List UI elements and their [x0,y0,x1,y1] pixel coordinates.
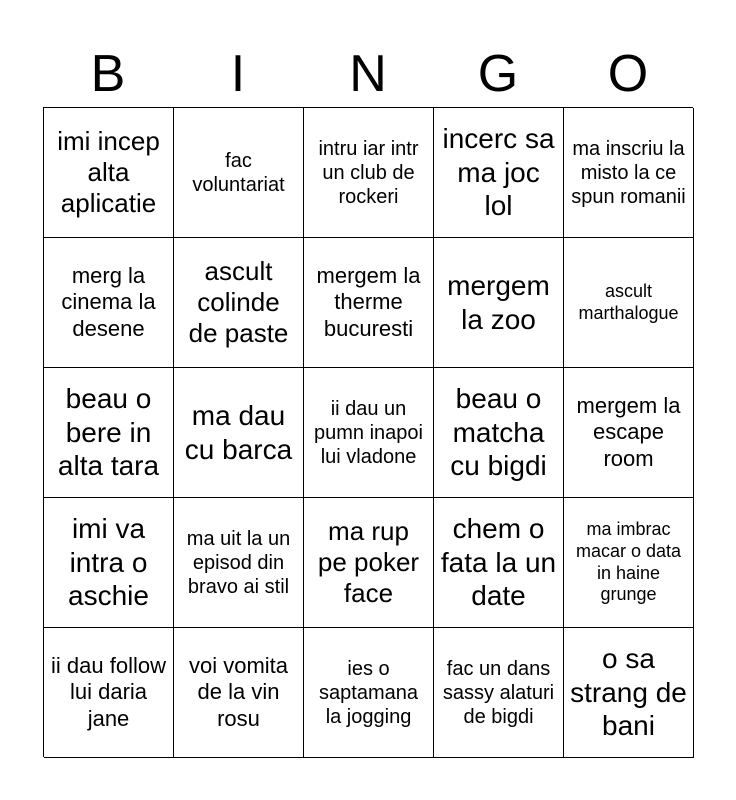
header-letter-b: B [90,45,126,103]
bingo-cell[interactable] [44,238,174,368]
header-letter-g: G [477,45,519,103]
cell-text: fac voluntariat [192,149,285,196]
bingo-cell[interactable] [434,238,564,368]
cell-text: intru iar intr un club de rockeri [318,137,419,208]
cell-text: ma rup pe poker face [317,515,420,609]
bingo-cell[interactable] [564,238,694,368]
bingo-cell[interactable] [174,108,304,238]
bingo-cell[interactable] [174,238,304,368]
bingo-grid [43,107,693,757]
cell-text: ascult colinde de paste [188,255,289,349]
bingo-cell[interactable] [174,498,304,628]
cell-text: ii dau follow lui daria jane [51,652,166,731]
cell-text: fac un dans sassy alaturi de bigdi [442,657,555,728]
cell-text: mergem la therme bucuresti [316,262,421,341]
bingo-cell[interactable] [304,238,434,368]
cell-text: ma uit la un episod din bravo ai stil [186,527,291,598]
bingo-cell[interactable] [434,498,564,628]
header-letter-i: I [230,45,246,103]
cell-text: chem o fata la un date [440,513,557,612]
header-letter-o: O [607,45,649,103]
bingo-cell[interactable] [44,368,174,498]
bingo-cell[interactable] [564,368,694,498]
bingo-cell[interactable] [304,108,434,238]
cell-text: mergem la escape room [576,392,681,471]
cell-text: incerc sa ma joc lol [442,123,555,222]
bingo-cell[interactable] [44,628,174,758]
bingo-header [43,40,693,108]
cell-text: ies o saptamana la jogging [319,657,418,728]
bingo-cell[interactable] [44,108,174,238]
bingo-cell[interactable] [564,498,694,628]
bingo-cell[interactable] [304,498,434,628]
cell-text: mergem la zoo [447,269,550,335]
bingo-cell[interactable] [174,628,304,758]
cell-text: ma dau cu barca [184,399,293,465]
cell-text: ma imbrac macar o data in haine grunge [575,519,682,605]
cell-text: o sa strang de bani [570,643,687,742]
cell-text: ma inscriu la misto la ce spun romanii [571,137,686,208]
bingo-cell[interactable] [564,628,694,758]
cell-text: imi incep alta aplicatie [57,125,160,219]
bingo-cell[interactable] [434,368,564,498]
cell-text: beau o matcha cu bigdi [450,383,547,482]
cell-text: ascult marthalogue [578,280,679,323]
bingo-cell[interactable] [564,108,694,238]
bingo-cell[interactable] [304,368,434,498]
cell-text: beau o bere in alta tara [57,383,160,482]
header-letter-n: N [349,45,387,103]
bingo-cell[interactable] [434,628,564,758]
bingo-cell[interactable] [44,498,174,628]
bingo-cell[interactable] [174,368,304,498]
cell-text: imi va intra o aschie [68,513,149,612]
cell-text: ii dau un pumn inapoi lui vladone [314,397,423,468]
bingo-cell[interactable] [304,628,434,758]
cell-text: merg la cinema la desene [61,262,156,341]
cell-text: voi vomita de la vin rosu [188,652,289,731]
bingo-cell[interactable] [434,108,564,238]
